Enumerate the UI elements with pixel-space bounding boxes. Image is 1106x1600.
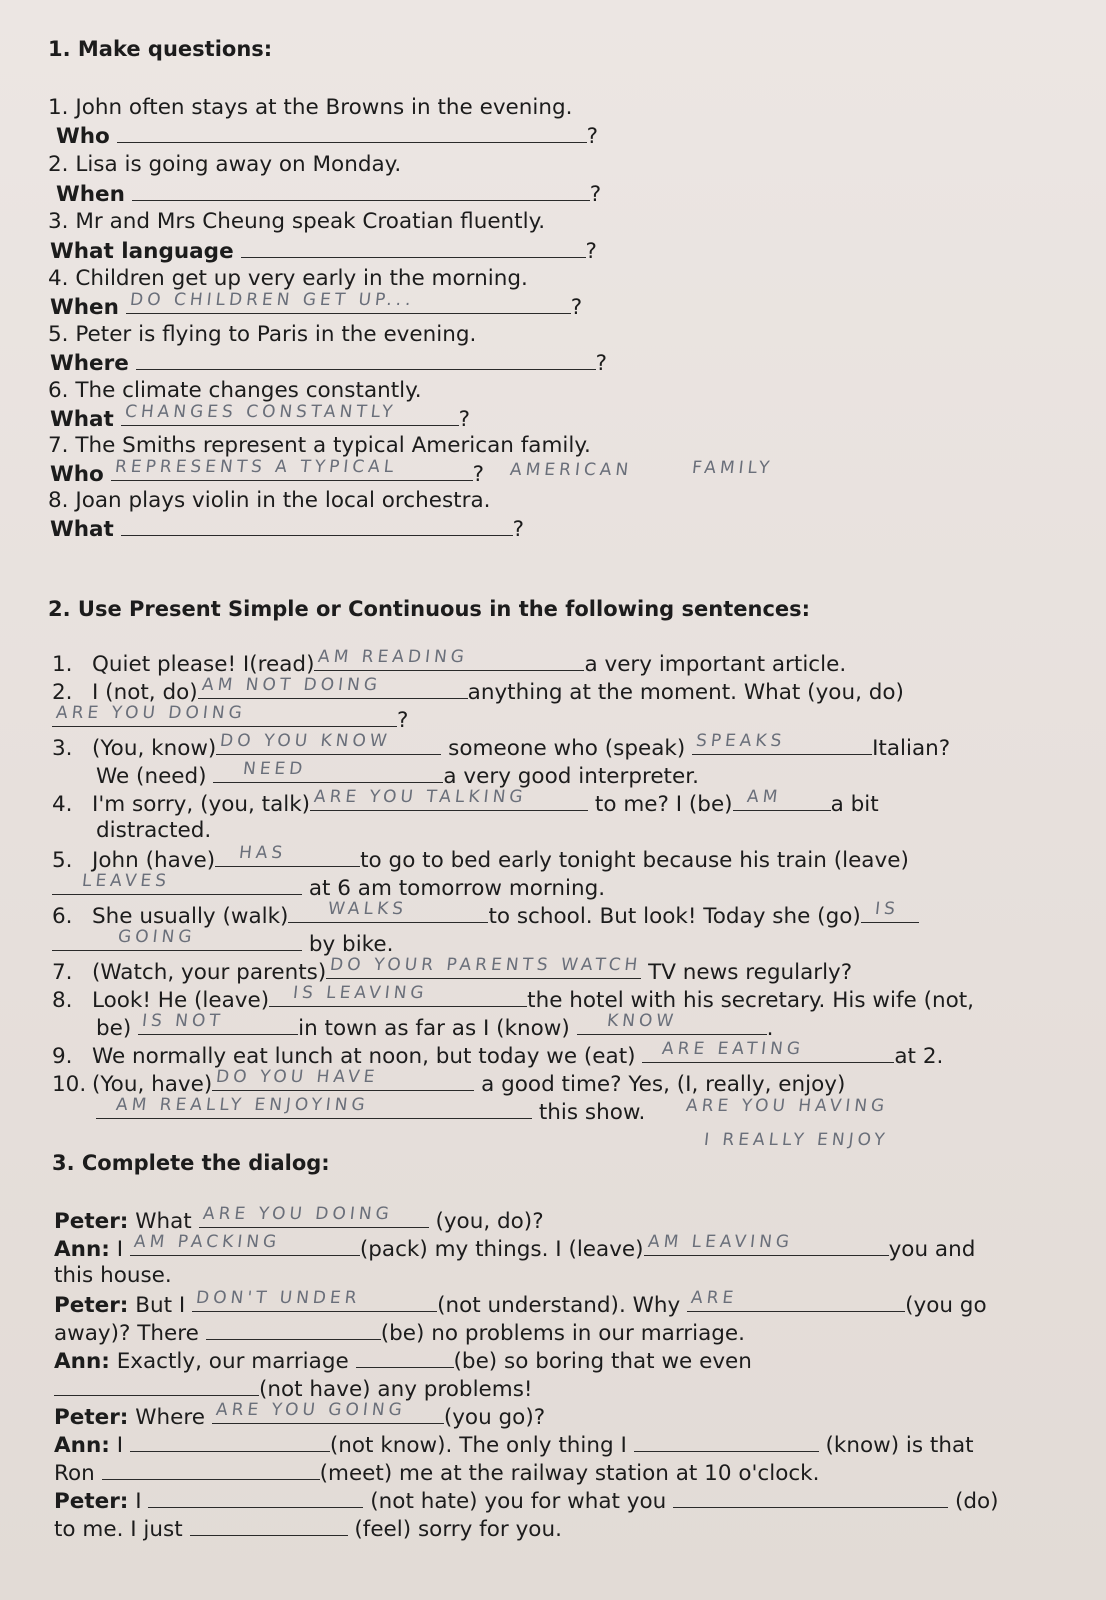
s2-text-10c: this show.: [538, 1100, 646, 1125]
s2-text-9a: We normally eat lunch at noon, but today we (eat): [92, 1044, 636, 1069]
s3-text-5a: away)? There: [54, 1321, 199, 1346]
s2-line-4: [52, 787, 879, 818]
section-2-title: 2. Use Present Simple or Continuous in the following sentences:: [48, 597, 811, 621]
s1-handwritten-extra-7a: AMERICAN: [508, 460, 634, 480]
s2-handwritten-8a: IS LEAVING: [292, 983, 429, 1003]
s2-blank-6b[interactable]: [861, 899, 919, 923]
s3-text-1a: What: [135, 1209, 192, 1234]
s2-text-10a: (You, have): [92, 1072, 213, 1097]
s1-answer-blank-3[interactable]: [241, 237, 586, 258]
s3-line-10: [54, 1459, 819, 1487]
s2-line-1: [52, 647, 847, 678]
s3-text-10a: Ron: [54, 1461, 95, 1486]
s2-handwritten-6b: IS: [873, 899, 900, 919]
s2-text-9b: at 2.: [894, 1044, 944, 1069]
s3-text-8a: Where: [135, 1405, 205, 1430]
s3-text-11c: (do): [954, 1489, 999, 1514]
s2-text-4b: to me? I (be): [594, 792, 733, 817]
s2-text-3e: a very good interpreter.: [443, 764, 699, 789]
s2-handwritten-8b: IS NOT: [141, 1011, 225, 1031]
s2-handwritten-10b: AM REALLY ENJOYING: [114, 1095, 370, 1115]
s1-prompt-4: When: [50, 295, 119, 320]
s1-qmark-5: ?: [595, 351, 608, 376]
s2-handwritten-7: DO YOUR PARENTS WATCH: [329, 955, 643, 975]
s2-num-4: 4.: [52, 792, 73, 817]
s2-handwritten-8c: KNOW: [605, 1011, 678, 1031]
s3-handwritten-8: ARE YOU GOING: [214, 1400, 407, 1420]
s1-prompt-1: Who: [56, 124, 110, 149]
s1-prompt-8: What: [50, 517, 114, 542]
s1-handwritten-answer-7: REPRESENTS A TYPICAL: [113, 457, 398, 477]
s2-handwritten-4a: ARE YOU TALKING: [313, 787, 528, 807]
s1-answer-row-6: [50, 402, 471, 433]
s1-qmark-3: ?: [585, 239, 597, 264]
s2-text-5a: John (have): [92, 848, 216, 873]
s2-text-8e: .: [766, 1016, 774, 1041]
s2-blank-6a[interactable]: [288, 899, 488, 923]
s2-blank-8c[interactable]: [577, 1011, 767, 1035]
s2-blank-2a[interactable]: [198, 675, 468, 699]
s1-handwritten-extra-7b: FAMILY: [690, 458, 775, 478]
s3-handwritten-4b: ARE: [690, 1288, 739, 1308]
speaker-peter: Peter:: [54, 1293, 129, 1318]
s2-blank-7[interactable]: [326, 955, 643, 979]
s2-blank-4b[interactable]: [733, 787, 831, 811]
s1-answer-row-7: [50, 457, 485, 488]
s2-num-10: 10.: [52, 1072, 87, 1097]
s2-text-6c: by bike.: [308, 932, 394, 957]
s1-sentence-2: 2. Lisa is going away on Monday.: [48, 152, 402, 177]
s1-sentence-5: 5. Peter is flying to Paris in the evening.: [48, 322, 477, 347]
s2-blank-6c[interactable]: [52, 927, 302, 951]
s2-handwritten-3a: DO YOU KNOW: [219, 731, 393, 751]
s1-answer-blank-8[interactable]: [121, 515, 513, 536]
s2-handwritten-4b: AM: [745, 787, 782, 807]
s2-text-3b: someone who (speak): [448, 736, 686, 761]
section-1-title: 1. Make questions:: [48, 37, 273, 61]
s2-text-8b: the hotel with his secretary. His wife (not,: [527, 988, 975, 1013]
s3-text-7b: (not have) any problems!: [259, 1377, 533, 1402]
s2-num-1: 1.: [52, 652, 73, 677]
s3-text-12a: to me. I just: [54, 1517, 183, 1542]
s3-text-11a: I: [135, 1489, 142, 1514]
s3-text-1b: (you, do)?: [435, 1209, 544, 1234]
s2-blank-3a[interactable]: [216, 731, 441, 755]
s1-answer-row-1: [56, 122, 598, 150]
s2-num-8: 8.: [52, 988, 73, 1013]
s1-qmark-1: ?: [586, 124, 599, 149]
s2-blank-5a[interactable]: [215, 843, 360, 867]
s3-handwritten-2a: AM PACKING: [132, 1232, 282, 1252]
speaker-ann: Ann:: [54, 1237, 110, 1262]
s3-text-5b: (be) no problems in our marriage.: [380, 1321, 745, 1346]
s2-handwritten-note-1: ARE YOU HAVING: [684, 1096, 890, 1116]
s3-blank-11a[interactable]: [148, 1487, 363, 1508]
s2-line-3: [52, 731, 951, 762]
s3-line-6: [54, 1347, 752, 1375]
s2-handwritten-3c: NEED: [242, 759, 308, 779]
s2-blank-8b[interactable]: [138, 1011, 298, 1035]
s1-answer-blank-1[interactable]: [117, 122, 587, 143]
s2-text-3d: We (need): [96, 764, 207, 789]
s1-qmark-4: ?: [570, 295, 583, 320]
s2-line-9: [52, 1039, 944, 1070]
s2-text-8d: in town as far as I (know): [298, 1016, 570, 1041]
s2-text-4c: a bit: [830, 792, 879, 817]
s1-prompt-5: Where: [50, 351, 129, 376]
s2-num-7: 7.: [52, 960, 73, 985]
s2-text-5c: at 6 am tomorrow morning.: [308, 876, 606, 901]
s2-blank-10b[interactable]: [96, 1095, 532, 1119]
s3-line-3: this house.: [54, 1263, 172, 1288]
s3-blank-10[interactable]: [102, 1459, 320, 1480]
s1-answer-row-2: [56, 180, 601, 208]
s1-sentence-3: 3. Mr and Mrs Cheung speak Croatian fluently.: [48, 209, 546, 234]
s3-line-12: [54, 1515, 562, 1543]
section-3-title: 3. Complete the dialog:: [52, 1151, 330, 1175]
s3-line-9: [54, 1431, 974, 1459]
s3-handwritten-2b: AM LEAVING: [646, 1232, 794, 1252]
s2-text-1b: a very important article.: [584, 652, 847, 677]
s2-line-10-cont: [96, 1095, 646, 1126]
s1-answer-row-4: [50, 290, 583, 321]
s3-blank-9b[interactable]: [634, 1431, 819, 1452]
s2-blank-4a[interactable]: [310, 787, 588, 811]
s3-line-2: [54, 1232, 976, 1263]
s1-sentence-6: 6. The climate changes constantly.: [48, 378, 422, 403]
s3-text-9a: I: [116, 1433, 124, 1458]
s3-text-11b: (not hate) you for what you: [370, 1489, 667, 1514]
s1-prompt-2: When: [56, 182, 125, 207]
speaker-peter: Peter:: [54, 1489, 129, 1514]
s2-line-5: [52, 843, 909, 874]
s3-blank-5[interactable]: [206, 1319, 381, 1340]
s3-line-11: [54, 1487, 999, 1515]
s3-line-4: [54, 1288, 987, 1319]
s3-blank-4a[interactable]: [192, 1288, 437, 1312]
s3-text-2b: (pack) my things. I (leave): [359, 1237, 644, 1262]
s2-text-3a: (You, know): [92, 736, 217, 761]
s3-line-1: [54, 1204, 544, 1235]
s2-text-4a: I'm sorry, (you, talk): [92, 792, 311, 817]
s3-blank-1[interactable]: [199, 1204, 429, 1228]
s2-text-8a: Look! He (leave): [92, 988, 270, 1013]
s2-blank-8a[interactable]: [269, 983, 527, 1007]
s1-prompt-7: Who: [50, 462, 104, 487]
speaker-peter: Peter:: [54, 1209, 129, 1234]
s1-qmark-7: ?: [472, 462, 485, 487]
s2-handwritten-6c: GOING: [116, 927, 197, 947]
s1-answer-blank-6[interactable]: [121, 402, 459, 426]
s2-handwritten-5a: HAS: [238, 843, 288, 863]
s2-text-10b: a good time? Yes, (I, really, enjoy): [481, 1072, 846, 1097]
s3-text-9b: (not know). The only thing I: [329, 1433, 627, 1458]
s1-answer-blank-7[interactable]: [111, 457, 473, 481]
s1-sentence-4: 4. Children get up very early in the morning.: [48, 266, 528, 291]
s3-line-8: [54, 1400, 546, 1431]
s2-handwritten-9: ARE EATING: [661, 1039, 806, 1059]
s2-blank-3c[interactable]: [213, 759, 443, 783]
s3-text-6a: Exactly, our marriage: [116, 1349, 349, 1374]
s1-sentence-7: 7. The Smiths represent a typical American family.: [48, 433, 591, 458]
s2-text-6a: She usually (walk): [92, 904, 289, 929]
s2-num-2: 2.: [52, 680, 73, 705]
s2-handwritten-note-2: I REALLY ENJOY: [702, 1130, 890, 1150]
s3-text-6b: (be) so boring that we even: [453, 1349, 752, 1374]
s3-blank-12[interactable]: [190, 1515, 348, 1536]
s2-blank-10a[interactable]: [212, 1067, 474, 1091]
s2-blank-1[interactable]: [314, 647, 584, 671]
s2-line-4-cont: distracted.: [96, 818, 212, 843]
s1-answer-blank-5[interactable]: [136, 349, 596, 370]
s3-blank-11b[interactable]: [673, 1487, 948, 1508]
s2-handwritten-5b: LEAVES: [80, 871, 171, 891]
s2-blank-3b[interactable]: [692, 731, 872, 755]
s3-handwritten-1: ARE YOU DOING: [201, 1204, 394, 1224]
s3-blank-7[interactable]: [54, 1375, 259, 1396]
s3-blank-8[interactable]: [212, 1400, 444, 1424]
s1-qmark-2: ?: [589, 182, 602, 207]
s2-text-5b: to go to bed early tonight because his train (leave): [360, 848, 909, 873]
s1-answer-row-8: [50, 515, 524, 543]
s1-answer-row-3: [50, 237, 597, 265]
s1-answer-blank-4[interactable]: [126, 290, 571, 314]
s3-line-5: [54, 1319, 745, 1347]
s1-handwritten-answer-4: DO CHILDREN GET UP...: [128, 290, 416, 310]
s3-blank-2a[interactable]: [130, 1232, 360, 1256]
s1-sentence-8: 8. Joan plays violin in the local orchestra.: [48, 488, 491, 513]
s3-text-4a: But I: [135, 1293, 186, 1318]
s3-blank-9a[interactable]: [130, 1431, 330, 1452]
s1-handwritten-answer-6: CHANGES CONSTANTLY: [123, 402, 397, 422]
speaker-ann: Ann:: [54, 1349, 110, 1374]
s1-sentence-1: 1. John often stays at the Browns in the evening.: [48, 95, 573, 120]
s1-prompt-3: What language: [50, 239, 234, 264]
s2-blank-5b[interactable]: [52, 871, 302, 895]
s2-handwritten-10a: DO YOU HAVE: [215, 1067, 380, 1087]
s3-text-2c: you and: [888, 1237, 976, 1262]
s2-text-8c: be): [96, 1016, 132, 1041]
s2-handwritten-1: AM READING: [317, 647, 470, 667]
s2-text-2a: I (not, do): [92, 680, 198, 705]
s2-handwritten-6a: WALKS: [327, 899, 409, 919]
s3-text-10b: (meet) me at the railway station at 10 o'clock.: [319, 1461, 820, 1486]
s3-text-2a: I: [116, 1237, 124, 1262]
s3-text-4c: (you go: [905, 1293, 987, 1318]
s1-answer-row-5: [50, 349, 607, 377]
s2-handwritten-2b: ARE YOU DOING: [54, 703, 247, 723]
s2-text-1a: Quiet please! I(read): [92, 652, 315, 677]
s2-num-5: 5.: [52, 848, 73, 873]
s3-text-9c: (know) is that: [825, 1433, 974, 1458]
s2-blank-2b[interactable]: [52, 703, 397, 727]
s2-text-2c: ?: [397, 708, 409, 733]
s1-qmark-6: ?: [458, 407, 471, 432]
s2-text-6b: to school. But look! Today she (go): [488, 904, 861, 929]
s2-line-7: [52, 955, 853, 986]
s2-handwritten-3b: SPEAKS: [695, 731, 787, 751]
s3-handwritten-4a: DON'T UNDER: [195, 1288, 362, 1308]
s3-blank-2b[interactable]: [644, 1232, 889, 1256]
s1-prompt-6: What: [50, 407, 114, 432]
s2-text-3c: Italian?: [872, 736, 951, 761]
s2-num-6: 6.: [52, 904, 73, 929]
s2-blank-9[interactable]: [642, 1039, 894, 1063]
speaker-peter: Peter:: [54, 1405, 129, 1430]
s3-text-12b: (feel) sorry for you.: [354, 1517, 562, 1542]
s3-blank-6[interactable]: [356, 1347, 454, 1368]
s1-qmark-8: ?: [512, 517, 525, 542]
s2-num-3: 3.: [52, 736, 73, 761]
s1-answer-blank-2[interactable]: [132, 180, 590, 201]
s2-text-7b: TV news regularly?: [648, 960, 853, 985]
s2-handwritten-2a: AM NOT DOING: [200, 675, 382, 695]
s2-text-7a: (Watch, your parents): [92, 960, 327, 985]
s2-text-2b: anything at the moment. What (you, do): [467, 680, 904, 705]
s3-text-4b: (not understand). Why: [437, 1293, 681, 1318]
speaker-ann: Ann:: [54, 1433, 110, 1458]
s2-num-9: 9.: [52, 1044, 73, 1069]
s3-text-8b: (you go)?: [443, 1405, 546, 1430]
s3-blank-4b[interactable]: [687, 1288, 905, 1312]
